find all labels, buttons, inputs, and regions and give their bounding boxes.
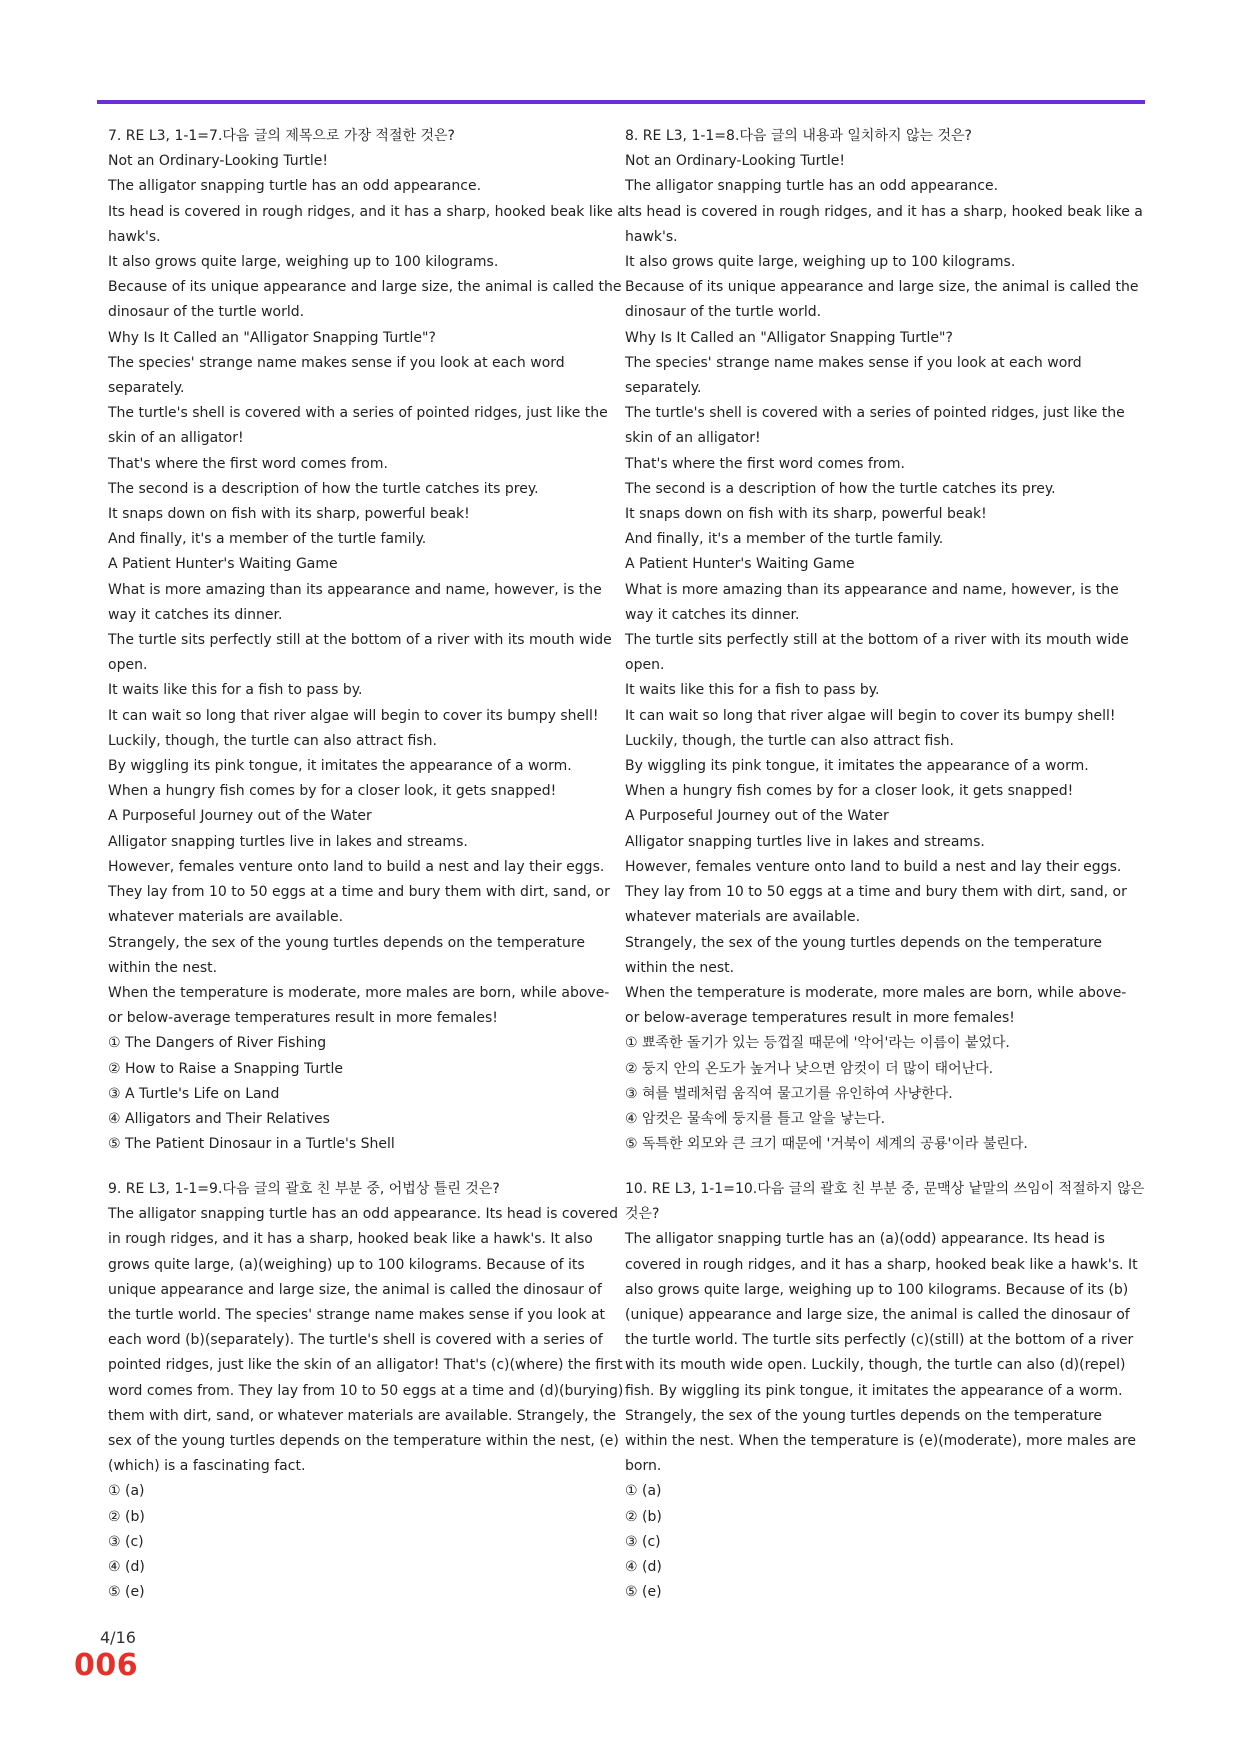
passage-line: Not an Ordinary-Looking Turtle!: [108, 153, 329, 170]
passage-line: Why Is It Called an "Alligator Snapping Turtle"?: [625, 329, 953, 346]
passage-line: A Patient Hunter's Waiting Game: [625, 556, 855, 573]
question-7: [108, 124, 628, 1157]
passage-line: When a hungry fish comes by for a closer look, it gets snapped!: [108, 783, 557, 800]
answer-option-4[interactable]: ④ Alligators and Their Relatives: [108, 1110, 330, 1127]
answer-option-5[interactable]: ⑤ (e): [625, 1584, 662, 1601]
answer-option-2[interactable]: ② How to Raise a Snapping Turtle: [108, 1060, 344, 1077]
passage-line: Its head is covered in rough ridges, and it has a sharp, hooked beak like a hawk's.: [625, 203, 1143, 245]
passage-line: That's where the first word comes from.: [108, 455, 388, 472]
answer-option-2[interactable]: ② 둥지 안의 온도가 높거나 낮으면 암컷이 더 많이 태어난다.: [625, 1060, 994, 1077]
passage-line: The turtle's shell is covered with a series of pointed ridges, just like the skin of an alligator!: [108, 405, 608, 447]
passage-line: Its head is covered in rough ridges, and it has a sharp, hooked beak like a hawk's.: [108, 203, 626, 245]
answer-option-5[interactable]: ⑤ 독특한 외모와 큰 크기 때문에 '거북이 세계의 공룡'이라 불린다.: [625, 1136, 1028, 1153]
answer-option-4[interactable]: ④ (d): [625, 1559, 662, 1576]
question-title: 9. RE L3, 1-1=9.다음 글의 괄호 친 부분 중, 어법상 틀린 것은?: [108, 1181, 500, 1197]
question-title: 8. RE L3, 1-1=8.다음 글의 내용과 일치하지 않는 것은?: [625, 128, 972, 144]
answer-option-3[interactable]: ③ (c): [625, 1533, 661, 1550]
passage-line: The alligator snapping turtle has an odd appearance.: [625, 178, 999, 195]
passage-line: The species' strange name makes sense if you look at each word separately.: [625, 354, 1082, 397]
answer-option-4[interactable]: ④ (d): [108, 1559, 145, 1576]
question-title: 10. RE L3, 1-1=10.다음 글의 괄호 친 부분 중, 문맥상 낱말의 쓰임이 적절하지 않은 것은?: [625, 1181, 1145, 1223]
passage-line: And finally, it's a member of the turtle family.: [108, 531, 427, 548]
question-9: [108, 1177, 628, 1605]
passage-line: The turtle sits perfectly still at the bottom of a river with its mouth wide open.: [625, 632, 1129, 674]
passage-line: It also grows quite large, weighing up to 100 kilograms.: [108, 254, 499, 271]
passage-line: It also grows quite large, weighing up to 100 kilograms.: [625, 254, 1016, 271]
passage-line: When the temperature is moderate, more males are born, while above- or below-average temperatures result in more females!: [625, 984, 1127, 1027]
passage-line: What is more amazing than its appearance and name, however, is the way it catches its dinner.: [625, 581, 1119, 623]
passage-line: Why Is It Called an "Alligator Snapping Turtle"?: [108, 329, 436, 346]
passage-line: The turtle sits perfectly still at the bottom of a river with its mouth wide open.: [108, 632, 612, 674]
passage-line: Strangely, the sex of the young turtles depends on the temperature within the nest.: [108, 934, 585, 976]
passage-line: However, females venture onto land to build a nest and lay their eggs.: [108, 858, 605, 875]
answer-option-2[interactable]: ② (b): [108, 1508, 145, 1525]
passage-line: That's where the first word comes from.: [625, 455, 905, 472]
passage-line: What is more amazing than its appearance and name, however, is the way it catches its dinner.: [108, 581, 602, 623]
passage-line: The second is a description of how the turtle catches its prey.: [625, 480, 1056, 497]
answer-option-1[interactable]: ① 뾰족한 돌기가 있는 등껍질 때문에 '악어'라는 이름이 붙었다.: [625, 1035, 1010, 1052]
answer-option-1[interactable]: ① (a): [108, 1483, 145, 1500]
passage-line: Alligator snapping turtles live in lakes and streams.: [625, 833, 985, 850]
question-title: 7. RE L3, 1-1=7.다음 글의 제목으로 가장 적절한 것은?: [108, 128, 455, 144]
question-10: [625, 1177, 1145, 1605]
passage-line: It snaps down on fish with its sharp, powerful beak!: [625, 506, 987, 523]
passage-line: They lay from 10 to 50 eggs at a time and bury them with dirt, sand, or whatever materials are available.: [108, 884, 610, 926]
passage-line: However, females venture onto land to build a nest and lay their eggs.: [625, 858, 1122, 875]
passage-line: It waits like this for a fish to pass by.: [625, 682, 880, 699]
answer-option-3[interactable]: ③ 혀를 벌레처럼 움직여 물고기를 유인하여 사냥한다.: [625, 1085, 953, 1102]
passage-line: A Purposeful Journey out of the Water: [108, 808, 372, 825]
answer-option-3[interactable]: ③ A Turtle's Life on Land: [108, 1085, 280, 1102]
passage-line: Because of its unique appearance and large size, the animal is called the dinosaur of the turtle world.: [625, 279, 1139, 321]
passage-line: By wiggling its pink tongue, it imitates the appearance of a worm.: [625, 758, 1089, 775]
passage-line: Because of its unique appearance and large size, the animal is called the dinosaur of the turtle world.: [108, 279, 622, 321]
top-rule: [97, 100, 1145, 104]
answer-option-1[interactable]: ① (a): [625, 1483, 662, 1500]
passage-paragraph: The alligator snapping turtle has an (a)(odd) appearance. Its head is covered in rough ridges, and it has a sharp, hooked beak like a hawk's. It also grows quite large, weighing up to 100 kilograms. Because of its (b)(unique) appearance and large size, the animal is called the dinosaur of the turtle world. The turtle sits perfectly (c)(still) at the bottom of a river with its mouth wide open. Luckily, though, the turtle can also (d)(repel) fish. By wiggling its pink tongue, it imitates the appearance of a worm. Strangely, the sex of the young turtles depends on the temperature within the nest. When the temperature is (e)(moderate), more males are born.: [625, 1231, 1138, 1475]
page-number: 4/16: [100, 1628, 136, 1647]
passage-line: It snaps down on fish with its sharp, powerful beak!: [108, 506, 470, 523]
passage-line: The second is a description of how the turtle catches its prey.: [108, 480, 539, 497]
question-8: [625, 124, 1145, 1157]
passage-line: It can wait so long that river algae will begin to cover its bumpy shell!: [108, 707, 599, 724]
passage-line: Strangely, the sex of the young turtles depends on the temperature within the nest.: [625, 934, 1102, 976]
answer-option-5[interactable]: ⑤ The Patient Dinosaur in a Turtle's Shell: [108, 1136, 395, 1153]
passage-line: And finally, it's a member of the turtle family.: [625, 531, 944, 548]
passage-line: They lay from 10 to 50 eggs at a time and bury them with dirt, sand, or whatever materials are available.: [625, 884, 1127, 926]
passage-line: A Purposeful Journey out of the Water: [625, 808, 889, 825]
document-code: 006: [74, 1648, 139, 1683]
answer-option-2[interactable]: ② (b): [625, 1508, 662, 1525]
answer-option-3[interactable]: ③ (c): [108, 1533, 144, 1550]
passage-line: Luckily, though, the turtle can also attract fish.: [625, 732, 954, 749]
passage-line: When the temperature is moderate, more males are born, while above- or below-average temperatures result in more females!: [108, 984, 610, 1027]
passage-line: It can wait so long that river algae will begin to cover its bumpy shell!: [625, 707, 1116, 724]
passage-line: It waits like this for a fish to pass by.: [108, 682, 363, 699]
answer-option-5[interactable]: ⑤ (e): [108, 1584, 145, 1601]
passage-line: A Patient Hunter's Waiting Game: [108, 556, 338, 573]
passage-line: Not an Ordinary-Looking Turtle!: [625, 153, 846, 170]
answer-option-1[interactable]: ① The Dangers of River Fishing: [108, 1035, 327, 1052]
passage-line: When a hungry fish comes by for a closer look, it gets snapped!: [625, 783, 1074, 800]
passage-line: Luckily, though, the turtle can also attract fish.: [108, 732, 437, 749]
answer-option-4[interactable]: ④ 암컷은 물속에 둥지를 틀고 알을 낳는다.: [625, 1110, 886, 1127]
passage-line: Alligator snapping turtles live in lakes and streams.: [108, 833, 468, 850]
passage-line: The species' strange name makes sense if you look at each word separately.: [108, 354, 565, 397]
passage-line: The turtle's shell is covered with a series of pointed ridges, just like the skin of an alligator!: [625, 405, 1125, 447]
passage-paragraph: The alligator snapping turtle has an odd appearance. Its head is covered in rough ridges, and it has a sharp, hooked beak like a hawk's. It also grows quite large, (a)(weighing) up to 100 kilograms. Because of its unique appearance and large size, the animal is called the dinosaur of the turtle world. The species' strange name makes sense if you look at each word (b)(separately). The turtle's shell is covered with a series of pointed ridges, just like the skin of an alligator! That's (c)(where) the first word comes from. They lay from 10 to 50 eggs at a time and (d)(burying) them with dirt, sand, or whatever materials are available. Strangely, the sex of the young turtles depends on the temperature within the nest, (e)(which) is a fascinating fact.: [108, 1206, 624, 1475]
passage-line: The alligator snapping turtle has an odd appearance.: [108, 178, 482, 195]
passage-line: By wiggling its pink tongue, it imitates the appearance of a worm.: [108, 758, 572, 775]
